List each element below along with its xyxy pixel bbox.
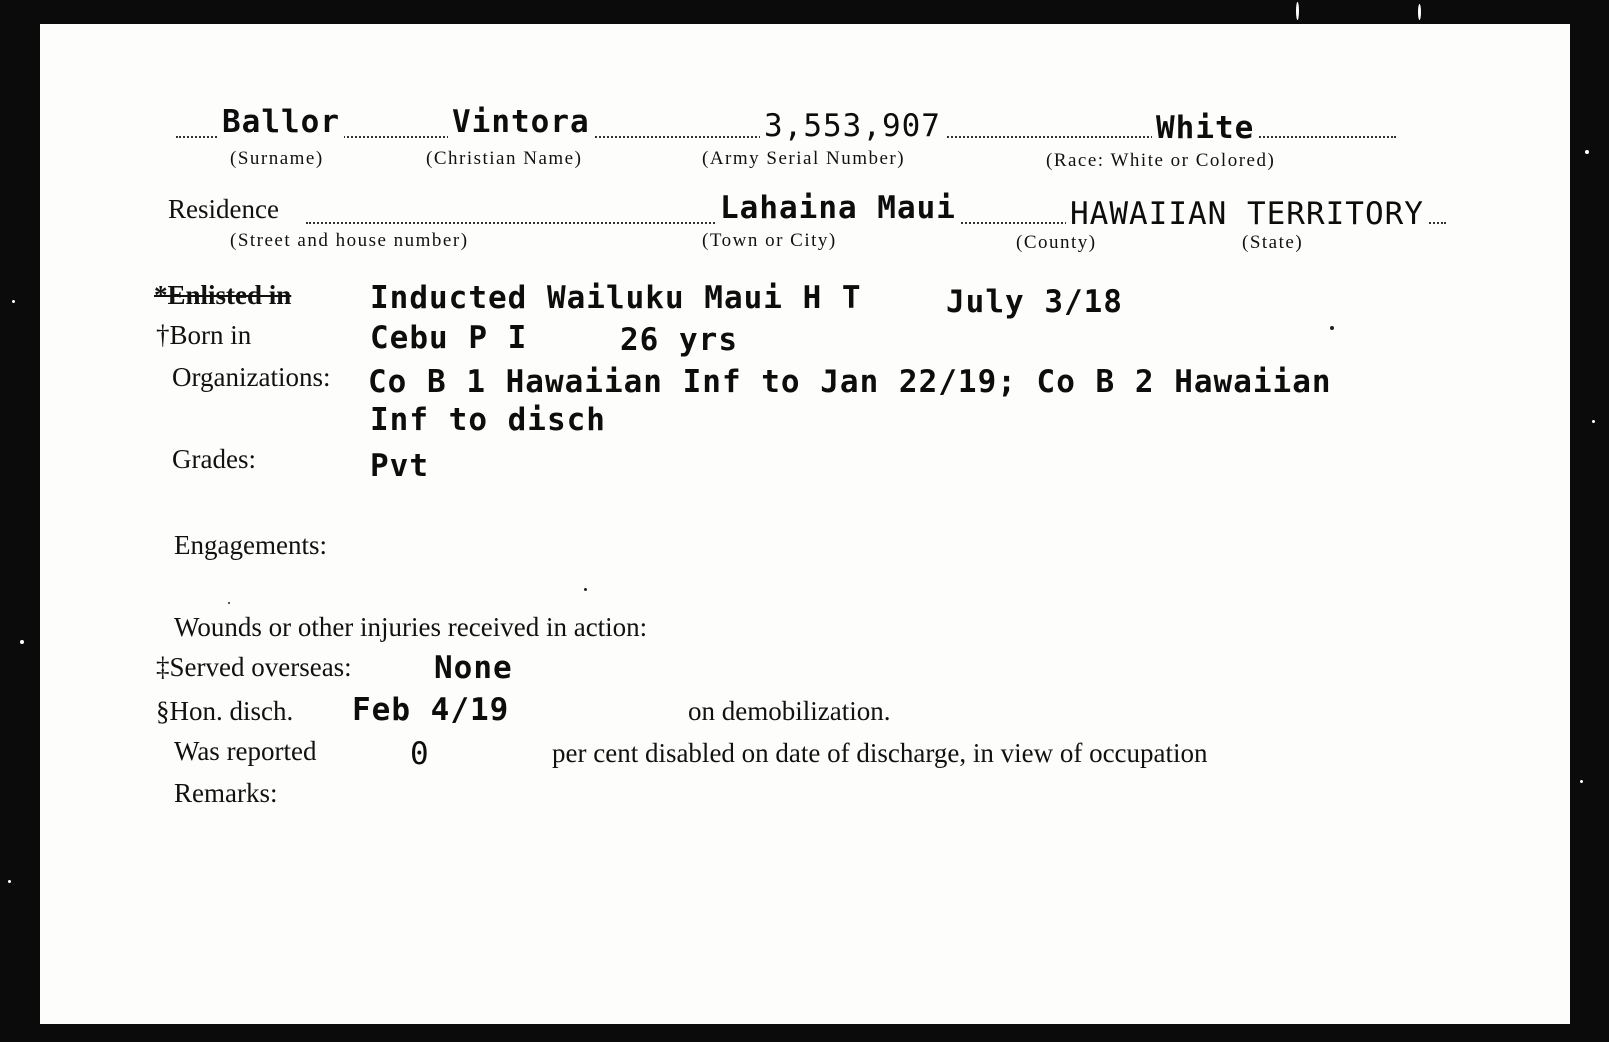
border-noise: [1418, 4, 1421, 20]
christian-name-value: Vintora: [448, 104, 594, 140]
served-overseas-label: ‡Served overseas:: [156, 652, 352, 682]
born-value: Cebu P I: [370, 320, 528, 356]
engagements-label: Engagements:: [174, 530, 327, 560]
organizations-line-2: Inf to disch: [370, 402, 606, 438]
border-noise: [12, 300, 15, 303]
town-caption: (Town or City): [702, 230, 837, 251]
grades-value: Pvt: [370, 448, 429, 484]
speck: [228, 602, 230, 604]
reported-label: Was reported: [174, 736, 317, 766]
border-noise: [1585, 150, 1589, 154]
surname-value: Ballor: [218, 104, 344, 140]
residence-state-value: HAWAIIAN TERRITORY: [1066, 196, 1428, 232]
border-noise: [1592, 420, 1595, 423]
county-caption: (County): [1016, 232, 1097, 253]
race-caption: (Race: White or Colored): [1046, 150, 1276, 171]
surname-caption: (Surname): [230, 148, 324, 169]
border-noise: [8, 880, 11, 883]
street-caption: (Street and house number): [230, 230, 469, 251]
serial-number-value: 3,553,907: [760, 108, 945, 144]
residence-town-value: Lahaina Maui: [716, 190, 960, 226]
border-noise: [1580, 780, 1583, 783]
hon-disch-value: Feb 4/19: [352, 692, 510, 728]
organizations-line-1: Co B 1 Hawaiian Inf to Jan 22/19; Co B 2 Hawaiian: [368, 364, 1332, 400]
speck: [1330, 326, 1334, 330]
grades-label: Grades:: [172, 444, 256, 474]
residence-label: Residence: [168, 194, 279, 224]
border-noise: [20, 640, 24, 644]
wounds-label: Wounds or other injuries received in action:: [174, 612, 648, 642]
born-label: †Born in: [156, 320, 252, 350]
born-age: 26 yrs: [620, 322, 738, 358]
speck: [584, 588, 587, 591]
serial-number-caption: (Army Serial Number): [702, 148, 906, 169]
state-caption: (State): [1242, 232, 1304, 253]
hon-disch-suffix: on demobilization.: [688, 696, 891, 726]
border-noise: [1296, 2, 1299, 20]
reported-value: 0: [410, 736, 430, 772]
christian-name-caption: (Christian Name): [426, 148, 583, 169]
service-record-card: [40, 24, 1570, 1024]
hon-disch-label: §Hon. disch.: [156, 696, 294, 726]
enlisted-value: Inducted Wailuku Maui H T: [370, 280, 862, 316]
remarks-label: Remarks:: [174, 778, 278, 808]
enlisted-label: *Enlisted in: [154, 280, 292, 310]
served-overseas-value: None: [434, 650, 513, 686]
organizations-label: Organizations:: [172, 362, 331, 392]
race-value: White: [1152, 110, 1258, 146]
reported-suffix: per cent disabled on date of discharge, in view of occupation: [552, 738, 1208, 768]
enlisted-date: July 3/18: [946, 284, 1123, 320]
